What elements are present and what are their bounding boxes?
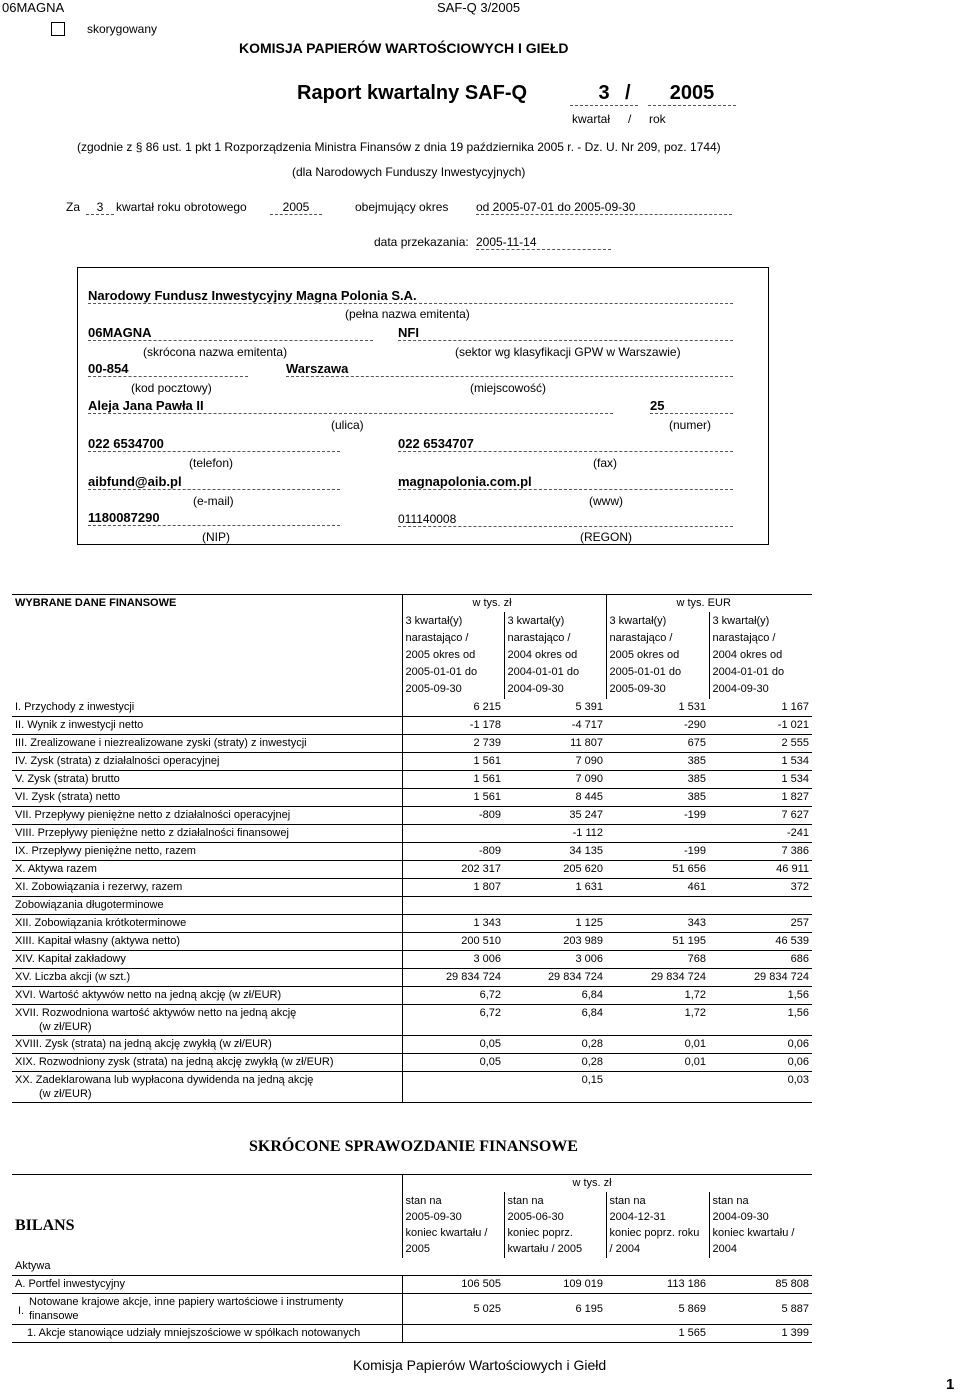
row-label-line: XIV. Kapitał zakładowy — [15, 953, 126, 965]
report-slash: / — [625, 82, 631, 104]
financial-row-label — [12, 879, 402, 897]
financial-value: 1 561 — [402, 789, 504, 807]
financial-value — [606, 1072, 709, 1103]
balance-row-label — [12, 1325, 402, 1343]
aktywa-row — [12, 1258, 812, 1276]
financial-value: 34 135 — [504, 843, 606, 861]
financial-row-label — [12, 717, 402, 735]
quarter-label: kwartał — [572, 112, 611, 126]
financial-value: 1,56 — [709, 1005, 812, 1036]
financial-row — [12, 753, 812, 771]
row-label-line: XVII. Rozwodniona wartość aktywów netto na jedną akcję — [15, 1007, 297, 1019]
page-header-left: 06MAGNA — [2, 0, 65, 15]
issuer-number-label: (numer) — [669, 418, 712, 432]
financial-row — [12, 879, 812, 897]
financial-row-label — [12, 1072, 402, 1103]
balance-column-header — [709, 1192, 812, 1258]
financial-value: -1 178 — [402, 717, 504, 735]
row-label-line: I. Przychody z inwestycji — [15, 701, 135, 713]
balance-row-label — [12, 1276, 402, 1294]
financial-value: -809 — [402, 843, 504, 861]
submission-label: data przekazania: — [374, 235, 469, 249]
financial-value: 0,28 — [504, 1036, 606, 1054]
footer-text: Komisja Papierów Wartościowych i Giełd — [353, 1357, 607, 1373]
financial-value: 2 555 — [709, 735, 812, 753]
issuer-sector: NFI — [398, 325, 733, 341]
report-title: Raport kwartalny SAF-Q — [297, 82, 528, 104]
row-label-line: finansowe — [29, 1310, 79, 1322]
financial-value: -809 — [402, 807, 504, 825]
financial-row-label — [12, 825, 402, 843]
financial-value: 372 — [709, 879, 812, 897]
financial-row — [12, 789, 812, 807]
issuer-postal-code-label: (kod pocztowy) — [131, 381, 212, 395]
financial-value: 7 090 — [504, 771, 606, 789]
financial-unit-eur: w tys. EUR — [606, 595, 812, 613]
financial-value: 1 531 — [606, 699, 709, 717]
balance-value: 106 505 — [402, 1276, 504, 1294]
row-label-line: XV. Liczba akcji (w szt.) — [15, 971, 131, 983]
financial-value: 1 534 — [709, 771, 812, 789]
financial-value: 1 827 — [709, 789, 812, 807]
row-label-line: X. Aktywa razem — [15, 863, 97, 875]
issuer-www: magnapolonia.com.pl — [398, 474, 733, 490]
column-header-line: kwartału / 2005 — [507, 1243, 583, 1255]
issuer-postal-code: 00-854 — [88, 361, 248, 377]
row-label-line: XVIII. Zysk (strata) na jedną akcję zwykłą (w zł/EUR) — [15, 1038, 272, 1050]
column-header-line: 2004 okres od — [507, 649, 578, 661]
corrected-checkbox[interactable] — [51, 22, 65, 36]
row-label-line: (w zł/EUR) — [39, 1021, 92, 1033]
financial-row — [12, 915, 812, 933]
period-za: Za — [66, 200, 81, 214]
balance-value: 109 019 — [504, 1276, 606, 1294]
issuer-regon-label: (REGON) — [580, 530, 632, 544]
financial-value: -1 021 — [709, 717, 812, 735]
financial-row — [12, 897, 812, 915]
balance-value: 5 887 — [709, 1294, 812, 1325]
balance-row-label — [12, 1294, 402, 1325]
column-header-line: 2004-09-30 — [712, 1211, 769, 1223]
row-label-line: VIII. Przepływy pieniężne netto z działalności finansowej — [15, 827, 289, 839]
financial-value: 7 386 — [709, 843, 812, 861]
column-header-line: stan na — [712, 1195, 749, 1207]
financial-value: 46 539 — [709, 933, 812, 951]
financial-value: 0,01 — [606, 1036, 709, 1054]
issuer-full-name-label: (pełna nazwa emitenta) — [345, 307, 470, 321]
corrected-label: skorygowany — [87, 22, 158, 36]
balance-value — [504, 1325, 606, 1343]
financial-row — [12, 969, 812, 987]
financial-value: 3 006 — [504, 951, 606, 969]
balance-column-header — [606, 1192, 709, 1258]
financial-value: 29 834 724 — [402, 969, 504, 987]
financial-row-label — [12, 951, 402, 969]
row-label-line: 1. Akcje stanowiące udziały mniejszościowe w spółkach notowanych — [27, 1327, 361, 1339]
financial-value: 203 989 — [504, 933, 606, 951]
balance-value — [402, 1325, 504, 1343]
financial-value — [402, 897, 504, 915]
issuer-phone: 022 6534700 — [88, 436, 340, 452]
balance-header-row — [12, 1192, 812, 1258]
balance-unit-row — [12, 1175, 812, 1193]
row-label-line: XIII. Kapitał własny (aktywa netto) — [15, 935, 181, 947]
financial-value: 385 — [606, 771, 709, 789]
financial-row — [12, 717, 812, 735]
financial-value: 385 — [606, 753, 709, 771]
financial-value — [606, 897, 709, 915]
column-header-line: 2005-01-01 do — [405, 666, 478, 678]
column-header-line: 2004 — [712, 1243, 737, 1255]
row-label-line: V. Zysk (strata) brutto — [15, 773, 120, 785]
financial-row — [12, 987, 812, 1005]
issuer-www-label: (www) — [589, 494, 623, 508]
balance-value: 5 869 — [606, 1294, 709, 1325]
row-label-line: Zobowiązania długoterminowe — [15, 899, 164, 911]
financial-value: 51 656 — [606, 861, 709, 879]
statement-title: SKRÓCONE SPRAWOZDANIE FINANSOWE — [249, 1138, 578, 1155]
row-label-line: VII. Przepływy pieniężne netto z działalności operacyjnej — [15, 809, 291, 821]
row-label-line: III. Zrealizowane i niezrealizowane zyski (straty) z inwestycji — [15, 737, 307, 749]
balance-sheet-table — [12, 1174, 812, 1343]
period-text2: obejmujący okres — [355, 200, 449, 214]
financial-value: -290 — [606, 717, 709, 735]
period-quarter: 3 — [86, 200, 114, 215]
financial-value: 1 167 — [709, 699, 812, 717]
row-number: I. — [18, 1305, 25, 1317]
issuer-fax-label: (fax) — [593, 456, 617, 470]
financial-row — [12, 1054, 812, 1072]
column-header-line: 2004 okres od — [712, 649, 783, 661]
column-header-line: narastająco / — [712, 632, 776, 644]
financial-value: 35 247 — [504, 807, 606, 825]
financial-value: 1 343 — [402, 915, 504, 933]
financial-value: 461 — [606, 879, 709, 897]
fund-type: (dla Narodowych Funduszy Inwestycyjnych) — [292, 165, 526, 179]
financial-row-label — [12, 933, 402, 951]
financial-row-label — [12, 1036, 402, 1054]
financial-value: 7 627 — [709, 807, 812, 825]
issuer-city: Warszawa — [286, 361, 733, 377]
financial-row — [12, 825, 812, 843]
issuer-full-name: Narodowy Fundusz Inwestycyjny Magna Polonia S.A. — [88, 288, 733, 304]
slash-label: / — [628, 112, 632, 126]
row-label-line: VI. Zysk (strata) netto — [15, 791, 121, 803]
period-range: od 2005-07-01 do 2005-09-30 — [476, 200, 732, 215]
financial-row — [12, 843, 812, 861]
issuer-email-label: (e-mail) — [193, 494, 234, 508]
financial-row — [12, 1005, 812, 1036]
financial-row-label — [12, 735, 402, 753]
financial-value — [402, 1072, 504, 1103]
column-header-line: koniec poprz. — [507, 1227, 573, 1239]
financial-value: 0,05 — [402, 1054, 504, 1072]
financial-data-table — [12, 594, 812, 1103]
issuer-phone-label: (telefon) — [189, 456, 234, 470]
column-header-line: 2005 — [405, 1243, 430, 1255]
financial-value: -241 — [709, 825, 812, 843]
financial-row — [12, 861, 812, 879]
column-header-line: 2005 okres od — [609, 649, 680, 661]
financial-row-label — [12, 987, 402, 1005]
financial-column-header — [504, 612, 606, 699]
financial-value: 0,15 — [504, 1072, 606, 1103]
issuer-regon: 011140008 — [398, 512, 733, 527]
legal-basis: (zgodnie z § 86 ust. 1 pkt 1 Rozporządzenia Ministra Finansów z dnia 19 października 2005 r. - Dz. U. Nr 209, poz. 1744) — [77, 140, 721, 154]
financial-row — [12, 933, 812, 951]
financial-value: 29 834 724 — [606, 969, 709, 987]
financial-value: 6,72 — [402, 1005, 504, 1036]
issuer-city-label: (miejscowość) — [470, 381, 547, 395]
page-number: 1 — [946, 1376, 955, 1393]
financial-value: 343 — [606, 915, 709, 933]
column-header-line: 2005-06-30 — [507, 1211, 564, 1223]
column-header-line: / 2004 — [609, 1243, 641, 1255]
balance-unit-spacer — [12, 1175, 402, 1193]
balance-column-header — [402, 1192, 504, 1258]
row-label-line: XII. Zobowiązania krótkoterminowe — [15, 917, 187, 929]
column-header-line: 2004-01-01 do — [712, 666, 785, 678]
column-header-line: narastająco / — [609, 632, 673, 644]
financial-value: 6,84 — [504, 987, 606, 1005]
financial-value: 768 — [606, 951, 709, 969]
financial-column-header — [606, 612, 709, 699]
issuer-sector-label: (sektor wg klasyfikacji GPW w Warszawie) — [455, 345, 681, 359]
column-header-line: 2004-09-30 — [712, 683, 769, 695]
financial-value: 1 534 — [709, 753, 812, 771]
page-header-center: SAF-Q 3/2005 — [437, 0, 521, 15]
financial-value: -199 — [606, 843, 709, 861]
financial-column-header — [709, 612, 812, 699]
financial-row-label — [12, 789, 402, 807]
financial-row — [12, 807, 812, 825]
financial-value: 6,72 — [402, 987, 504, 1005]
column-header-line: 2005-09-30 — [405, 1211, 462, 1223]
row-label-line: II. Wynik z inwestycji netto — [15, 719, 144, 731]
financial-value: 1 631 — [504, 879, 606, 897]
financial-row — [12, 1072, 812, 1103]
column-header-line: 2004-09-30 — [507, 683, 564, 695]
column-header-line: 2004-01-01 do — [507, 666, 580, 678]
balance-unit: w tys. zł — [402, 1175, 812, 1193]
column-header-line: 2005-09-30 — [405, 683, 462, 695]
period-year: 2005 — [270, 200, 322, 215]
financial-value: 0,05 — [402, 1036, 504, 1054]
column-header-line: 2005-01-01 do — [609, 666, 682, 678]
financial-value: 1,72 — [606, 1005, 709, 1036]
financial-row — [12, 771, 812, 789]
bilans-label: BILANS — [15, 1216, 75, 1234]
financial-row — [12, 699, 812, 717]
financial-value: 2 739 — [402, 735, 504, 753]
financial-value: 0,03 — [709, 1072, 812, 1103]
financial-value: 46 911 — [709, 861, 812, 879]
financial-row-label — [12, 897, 402, 915]
financial-row-label — [12, 861, 402, 879]
financial-row-label — [12, 843, 402, 861]
balance-row — [12, 1325, 812, 1343]
column-header-line: 3 kwartał(y) — [405, 615, 463, 627]
column-header-line: koniec kwartału / — [712, 1227, 795, 1239]
issuer-number: 25 — [650, 398, 733, 414]
column-header-line: 3 kwartał(y) — [507, 615, 565, 627]
financial-value: 11 807 — [504, 735, 606, 753]
financial-value: 5 391 — [504, 699, 606, 717]
financial-unit-pln: w tys. zł — [402, 595, 606, 613]
issuer-email: aibfund@aib.pl — [88, 474, 340, 490]
financial-value: 1 561 — [402, 753, 504, 771]
column-header-line: stan na — [405, 1195, 442, 1207]
financial-column-header — [402, 612, 504, 699]
financial-value — [606, 825, 709, 843]
submission-date: 2005-11-14 — [476, 235, 611, 250]
financial-value: 205 620 — [504, 861, 606, 879]
financial-value: 7 090 — [504, 753, 606, 771]
financial-value: 0,06 — [709, 1054, 812, 1072]
financial-row-label — [12, 753, 402, 771]
report-quarter: 3 — [570, 82, 638, 106]
column-header-line: 2004-12-31 — [609, 1211, 666, 1223]
column-header-line: 3 kwartał(y) — [609, 615, 667, 627]
balance-value: 113 186 — [606, 1276, 709, 1294]
financial-value: 6 215 — [402, 699, 504, 717]
column-header-line: stan na — [609, 1195, 646, 1207]
year-label: rok — [649, 112, 666, 126]
column-header-line: narastająco / — [405, 632, 469, 644]
balance-column-header — [504, 1192, 606, 1258]
financial-value: 0,06 — [709, 1036, 812, 1054]
issuer-nip-label: (NIP) — [202, 530, 230, 544]
balance-value: 5 025 — [402, 1294, 504, 1325]
financial-value: -1 112 — [504, 825, 606, 843]
period-text1: kwartał roku obrotowego — [116, 200, 247, 214]
financial-value: 1 807 — [402, 879, 504, 897]
financial-row-label — [12, 969, 402, 987]
balance-value: 85 808 — [709, 1276, 812, 1294]
row-label-line: IV. Zysk (strata) z działalności operacyjnej — [15, 755, 220, 767]
financial-value: 1 125 — [504, 915, 606, 933]
row-label-line: Notowane krajowe akcje, inne papiery wartościowe i instrumenty — [29, 1296, 344, 1308]
financial-row — [12, 735, 812, 753]
financial-row-label — [12, 915, 402, 933]
issuer-street-label: (ulica) — [331, 418, 364, 432]
financial-title: WYBRANE DANE FINANSOWE — [12, 595, 402, 613]
financial-row-label — [12, 1054, 402, 1072]
row-label-line: XI. Zobowiązania i rezerwy, razem — [15, 881, 183, 893]
financial-value — [709, 897, 812, 915]
row-label-line: XVI. Wartość aktywów netto na jedną akcję (w zł/EUR) — [15, 989, 282, 1001]
financial-value: 0,28 — [504, 1054, 606, 1072]
balance-value: 1 565 — [606, 1325, 709, 1343]
financial-row-label — [12, 771, 402, 789]
commission-title: KOMISJA PAPIERÓW WARTOŚCIOWYCH I GIEŁD — [239, 40, 569, 56]
financial-row — [12, 951, 812, 969]
financial-value: 8 445 — [504, 789, 606, 807]
row-label-line: IX. Przepływy pieniężne netto, razem — [15, 845, 196, 857]
row-label-line: XIX. Rozwodniony zysk (strata) na jedną akcję zwykłą (w zł/EUR) — [15, 1056, 334, 1068]
financial-row-label — [12, 699, 402, 717]
financial-header-row — [12, 612, 812, 699]
financial-row — [12, 1036, 812, 1054]
financial-row-label — [12, 1005, 402, 1036]
financial-value: -199 — [606, 807, 709, 825]
balance-row — [12, 1276, 812, 1294]
issuer-street: Aleja Jana Pawła II — [88, 398, 613, 414]
financial-row-label — [12, 807, 402, 825]
financial-value: 29 834 724 — [709, 969, 812, 987]
financial-value — [504, 897, 606, 915]
financial-value: 3 006 — [402, 951, 504, 969]
issuer-short-name-label: (skrócona nazwa emitenta) — [143, 345, 288, 359]
financial-unit-row — [12, 595, 812, 613]
column-header-line: 3 kwartał(y) — [712, 615, 770, 627]
row-label-line: XX. Zadeklarowana lub wypłacona dywidenda na jedną akcję — [15, 1074, 314, 1086]
financial-value: 675 — [606, 735, 709, 753]
financial-value: 1,56 — [709, 987, 812, 1005]
financial-header-spacer — [12, 612, 402, 699]
column-header-line: 2005 okres od — [405, 649, 476, 661]
financial-value: 29 834 724 — [504, 969, 606, 987]
financial-value: 0,01 — [606, 1054, 709, 1072]
financial-value: 6,84 — [504, 1005, 606, 1036]
issuer-fax: 022 6534707 — [398, 436, 733, 452]
financial-value: 200 510 — [402, 933, 504, 951]
financial-value: -4 717 — [504, 717, 606, 735]
financial-value: 202 317 — [402, 861, 504, 879]
financial-value: 686 — [709, 951, 812, 969]
column-header-line: koniec kwartału / — [405, 1227, 488, 1239]
financial-value: 257 — [709, 915, 812, 933]
aktywa-label: Aktywa — [12, 1258, 812, 1276]
column-header-line: narastająco / — [507, 632, 571, 644]
financial-value: 1,72 — [606, 987, 709, 1005]
issuer-nip: 1180087290 — [88, 510, 340, 526]
row-label-line: A. Portfel inwestycyjny — [15, 1278, 126, 1290]
balance-value: 1 399 — [709, 1325, 812, 1343]
financial-value — [402, 825, 504, 843]
financial-value: 51 195 — [606, 933, 709, 951]
column-header-line: koniec poprz. roku — [609, 1227, 700, 1239]
report-year: 2005 — [648, 82, 736, 106]
financial-value: 1 561 — [402, 771, 504, 789]
column-header-line: 2005-09-30 — [609, 683, 666, 695]
issuer-short-name: 06MAGNA — [88, 325, 373, 341]
balance-value: 6 195 — [504, 1294, 606, 1325]
balance-row — [12, 1294, 812, 1325]
financial-value: 385 — [606, 789, 709, 807]
row-label-line: (w zł/EUR) — [39, 1088, 92, 1100]
column-header-line: stan na — [507, 1195, 544, 1207]
